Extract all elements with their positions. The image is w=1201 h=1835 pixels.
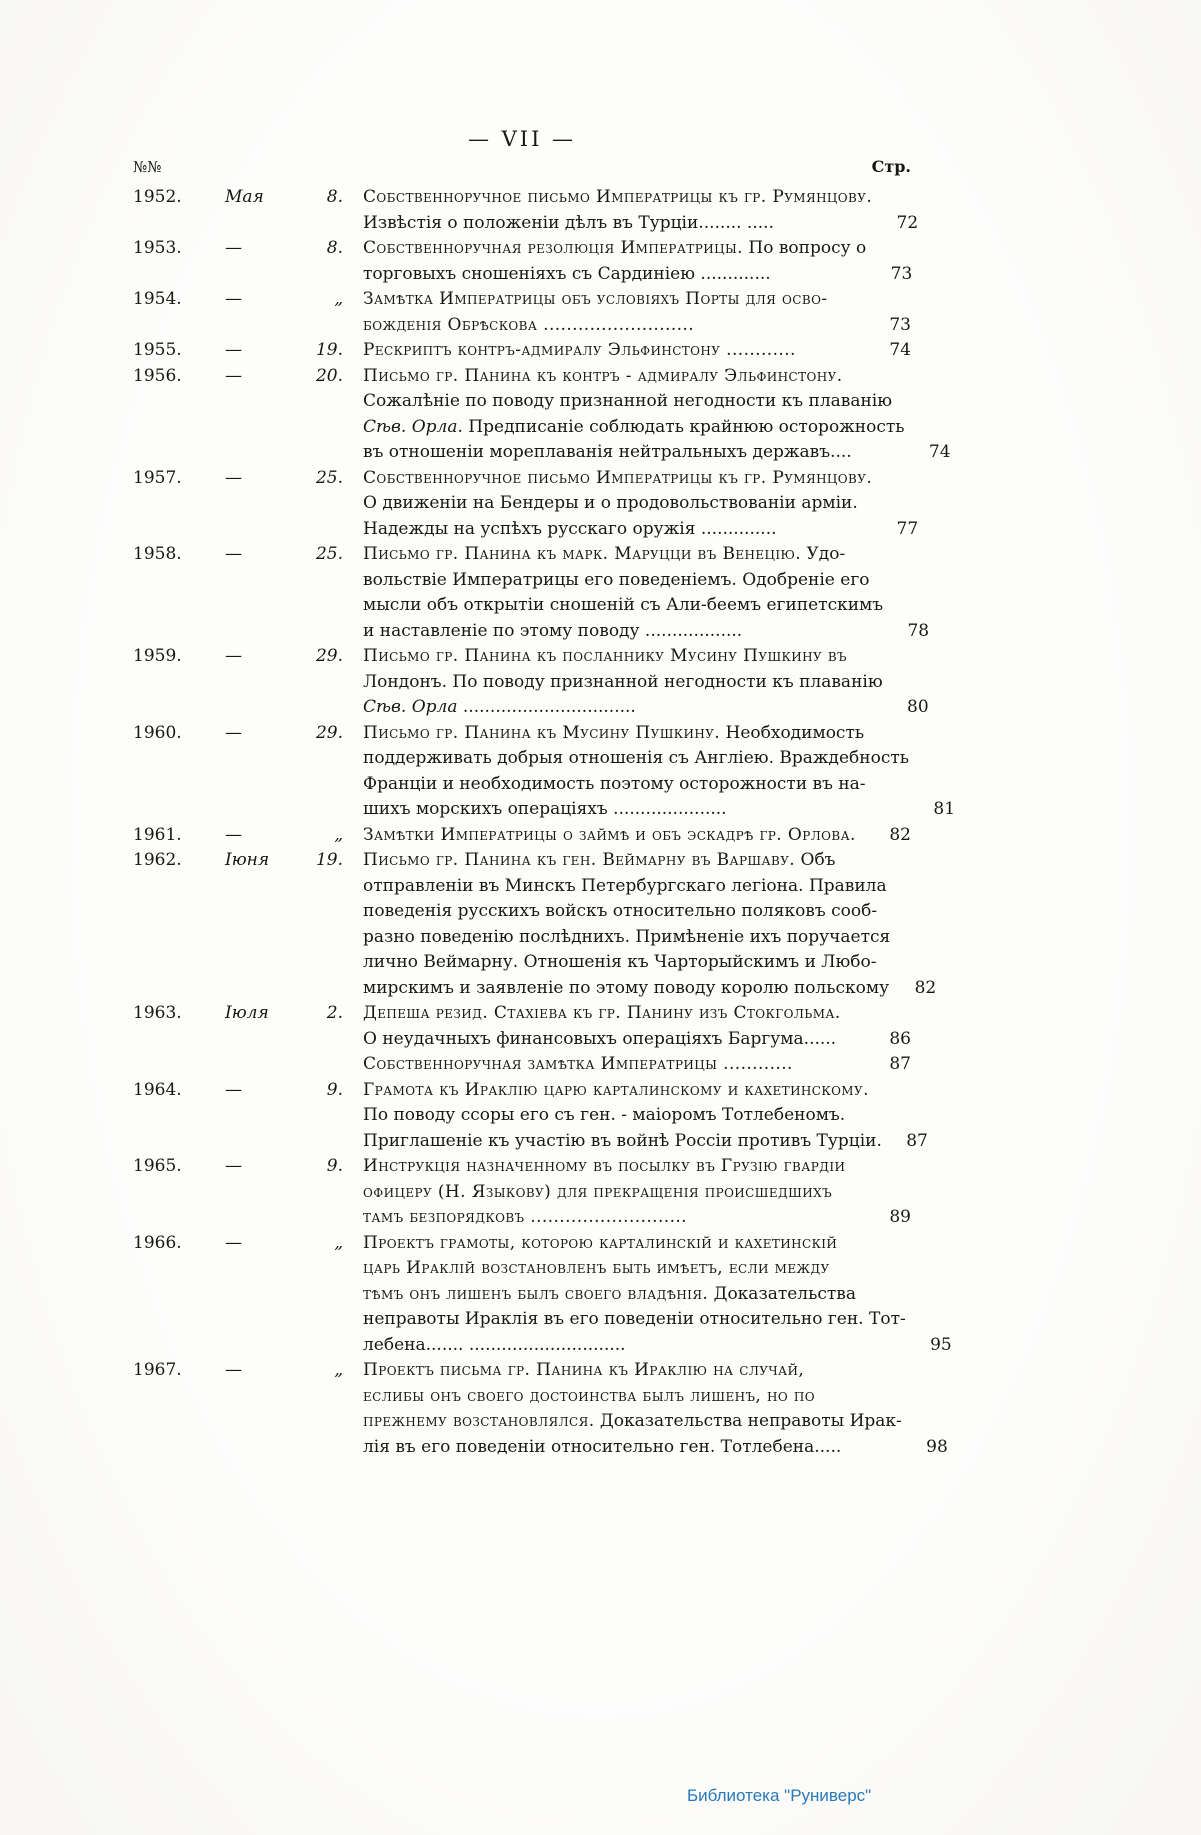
entry-line-text — [363, 466, 872, 492]
entry-line-text — [363, 542, 883, 568]
text-segment: неправоты Ираклія въ его поведеніи относительно ген. Тот- — [363, 1309, 906, 1329]
entry-number: 1963. — [133, 1003, 182, 1023]
entry-day: „ — [334, 1360, 343, 1380]
text-segment: въ отношеніи мореплаванія нейтральныхъ державъ.... — [363, 442, 852, 462]
entry-page-number: 82 — [914, 977, 937, 998]
entry-month: — — [225, 544, 242, 564]
entry-page-number — [883, 593, 929, 619]
entry-line — [363, 466, 918, 492]
text-segment: мысли объ открытіи сношеній съ Али-беемъ египетскимъ — [363, 595, 884, 615]
entry-day: 29. — [315, 722, 343, 743]
entry-line-text — [363, 1358, 902, 1384]
text-segment: Извѣстія о положеніи дѣлъ въ Турціи........ ..... — [363, 212, 774, 233]
entry-page-number — [902, 1409, 948, 1435]
text-segment: царь Ираклій возстановленъ быть имѣетъ, если между — [363, 1258, 830, 1278]
entry-page-number: 74 — [889, 340, 911, 360]
text-segment: Замѣтка Императрицы объ условіяхъ Порты для осво- — [363, 289, 828, 309]
entry-line-text — [363, 236, 866, 262]
entry-text — [363, 823, 911, 849]
text-segment: Приглашеніе къ участію въ войнѣ Россіи противъ Турціи. — [363, 1130, 882, 1151]
text-segment: О неудачныхъ финансовыхъ операціяхъ Баргума...... — [363, 1028, 837, 1049]
text-segment: Сожалѣніе по поводу признанной негодности къ плаванію — [363, 391, 893, 411]
entry-line-text — [363, 389, 905, 415]
entry-line — [363, 644, 929, 670]
entry-line-text — [363, 338, 865, 364]
entry-line — [363, 313, 911, 339]
toc-entry — [133, 1231, 952, 1359]
entry-page-number — [890, 874, 936, 900]
entry-line — [363, 746, 955, 772]
entry-line — [363, 542, 929, 568]
entry-page-number — [902, 1384, 948, 1410]
entry-page-number — [883, 670, 929, 696]
entry-line — [363, 211, 918, 237]
toc-entry — [133, 338, 911, 364]
entry-line-text — [363, 1027, 865, 1053]
text-segment: Депеша резид. Стахіева къ гр. Панину изъ Стокгольма. — [363, 1003, 841, 1023]
entry-line — [363, 772, 955, 798]
entry-line-text — [363, 1256, 906, 1282]
entry-text — [363, 1001, 911, 1078]
text-segment: Предписаніе соблюдать крайнюю осторожность — [462, 416, 905, 437]
entry-text — [363, 644, 929, 721]
entry-line — [363, 415, 951, 441]
entry-line-text — [363, 1205, 865, 1231]
entry-line-text — [363, 823, 865, 849]
entry-text — [363, 1358, 948, 1460]
text-segment: тѣмъ онъ лишенъ былъ своего владѣнія. — [363, 1283, 709, 1304]
text-segment: Письмо гр. Панина къ марк. Маруцци въ Венецію. — [363, 544, 802, 564]
entry-page-number — [890, 848, 936, 874]
entry-page-number — [905, 415, 951, 441]
entry-page-number — [882, 1078, 928, 1104]
text-segment: и наставленіе по этому поводу .................. — [363, 620, 743, 641]
entry-line-text — [363, 925, 890, 951]
entry-line — [363, 185, 918, 211]
entry-line — [363, 1103, 928, 1129]
entry-line-text — [363, 976, 890, 1002]
entry-text — [363, 287, 911, 338]
entry-line — [363, 491, 918, 517]
text-segment: мирскимъ и заявленіе по этому поводу королю польскому — [363, 977, 890, 998]
text-segment: божденія Обрѣскова .......................... — [363, 314, 695, 335]
entry-page-number — [865, 1001, 911, 1027]
toc-entry — [133, 236, 911, 287]
toc-entry — [133, 1154, 911, 1231]
entry-line — [363, 1129, 928, 1155]
entry-day: 9. — [326, 1079, 343, 1100]
entry-number: 1954. — [133, 289, 182, 309]
entry-page-number — [909, 746, 955, 772]
entry-page-number: 87 — [889, 1054, 911, 1074]
entry-month: — — [225, 1156, 242, 1176]
entry-page-number: 80 — [907, 697, 929, 717]
text-segment: Собственноручная замѣтка Императрицы ............ — [363, 1054, 793, 1074]
entry-line — [363, 823, 911, 849]
entry-line — [363, 593, 929, 619]
toc-entry — [133, 364, 951, 466]
entry-month: Мая — [225, 187, 264, 207]
entry-day: 2. — [326, 1003, 343, 1023]
text-segment: Надежды на успѣхъ русскаго оружія .............. — [363, 518, 777, 539]
entry-text — [363, 338, 911, 364]
entry-line-text — [363, 1001, 865, 1027]
entry-line — [363, 1027, 911, 1053]
text-segment: По поводу ссоры его съ ген. - маіоромъ Тотлебеномъ. — [363, 1105, 846, 1125]
entry-month: — — [225, 824, 242, 845]
text-segment: Письмо гр. Панина къ Мусину Пушкину. — [363, 722, 721, 743]
entry-page-number: 73 — [890, 263, 913, 284]
entry-page-number — [882, 1103, 928, 1129]
text-segment: Инструкція назначенному въ посылку въ Грузію гвардіи — [363, 1156, 846, 1176]
toc-entry — [133, 1001, 911, 1078]
entry-day: 9. — [326, 1156, 343, 1176]
entry-line-text — [363, 797, 909, 823]
entry-line — [363, 236, 912, 262]
entry-text — [363, 1231, 952, 1359]
entry-day: 19. — [315, 340, 343, 360]
entry-day: 25. — [315, 544, 343, 564]
table-of-contents — [133, 126, 956, 1460]
text-segment: Необходимость — [720, 722, 865, 743]
entry-page-number — [865, 1154, 911, 1180]
entry-line — [363, 950, 936, 976]
text-segment: ................................ — [457, 697, 636, 717]
entry-line-text — [363, 440, 905, 466]
entry-text — [363, 236, 912, 287]
entry-page-number: 78 — [907, 620, 930, 641]
text-segment: отправленіи въ Минскъ Петербургскаго легіона. Правила — [363, 875, 887, 896]
text-segment: Проектъ письма гр. Панина къ Ираклію на случай, — [363, 1360, 805, 1380]
entry-number: 1961. — [133, 824, 182, 845]
entry-line-text — [363, 262, 866, 288]
text-segment: Собственноручное письмо Императрицы къ гр. Румянцову. — [363, 467, 873, 488]
entry-number: 1964. — [133, 1079, 182, 1100]
entry-line — [363, 1307, 952, 1333]
entry-line — [363, 1078, 928, 1104]
entry-day: 19. — [315, 850, 343, 870]
entry-number: 1952. — [133, 187, 182, 207]
entry-line — [363, 1205, 911, 1231]
entry-page-number — [906, 1282, 952, 1308]
entry-line — [363, 925, 936, 951]
text-segment: Объ — [795, 850, 836, 870]
entry-line-text — [363, 721, 909, 747]
toc-entry — [133, 823, 911, 849]
entry-text — [363, 848, 936, 1001]
entry-month: — — [225, 467, 242, 488]
entry-line-text — [363, 1154, 865, 1180]
entry-line-text — [363, 593, 883, 619]
entry-line-text — [363, 670, 883, 696]
entry-line-text — [363, 185, 872, 211]
entry-text — [363, 1154, 911, 1231]
entry-line-text — [363, 1307, 906, 1333]
text-segment: Грамота къ Ираклію царю карталинскому и кахетинскому. — [363, 1079, 869, 1100]
entry-line — [363, 1384, 948, 1410]
text-segment: разно поведенію послѣднихъ. Примѣненіе ихъ поручается — [363, 926, 891, 947]
toc-entry — [133, 721, 956, 823]
entry-day: „ — [334, 824, 343, 845]
text-segment: лія въ его поведеніи относительно ген. Тотлебена..... — [363, 1436, 842, 1457]
entry-line — [363, 976, 936, 1002]
entry-day: 8. — [326, 187, 343, 207]
entry-page-number — [909, 772, 955, 798]
entry-line — [363, 1435, 948, 1461]
entry-month: — — [225, 340, 242, 360]
entry-line-text — [363, 848, 890, 874]
text-segment: Замѣтки Императрицы о займѣ и объ эскадрѣ гр. Орлова. — [363, 824, 856, 845]
entry-line-text — [363, 746, 909, 772]
entry-page-number — [905, 389, 951, 415]
entry-line — [363, 1154, 911, 1180]
entry-line-text — [363, 695, 883, 721]
text-segment: Доказательства — [708, 1283, 856, 1304]
entry-line — [363, 1052, 911, 1078]
entry-month: — — [225, 1079, 242, 1100]
entry-line-text — [363, 568, 883, 594]
text-segment: еслибы онъ своего достоинства былъ лишенъ, но по — [363, 1385, 816, 1406]
entry-line — [363, 440, 951, 466]
entry-page-number — [890, 925, 936, 951]
text-segment: Сѣв. Орла. — [363, 416, 463, 437]
text-segment: шихъ морскихъ операціяхъ ..................... — [363, 799, 727, 819]
entry-line-text — [363, 1078, 882, 1104]
entry-page-number — [905, 364, 951, 390]
entry-line-text — [363, 1409, 902, 1435]
entry-line-text — [363, 874, 890, 900]
entry-number: 1955. — [133, 340, 182, 360]
entry-text — [363, 542, 929, 644]
entry-line-text — [363, 1333, 906, 1359]
entry-line-text — [363, 1103, 882, 1129]
toc-entry — [133, 185, 919, 236]
entry-month: — — [225, 238, 242, 258]
page-column-label: Стр. — [871, 157, 911, 176]
entry-line-text — [363, 287, 865, 313]
entry-line-text — [363, 772, 909, 798]
entry-page-number: 81 — [933, 799, 956, 819]
entry-page-number: 73 — [889, 314, 911, 335]
entry-page-number: 72 — [896, 212, 919, 233]
entry-number: 1953. — [133, 238, 182, 258]
text-segment: По вопросу о — [742, 238, 867, 258]
entry-line — [363, 1231, 952, 1257]
text-segment: торговыхъ сношеніяхъ съ Сардиніею ............. — [363, 263, 771, 284]
entry-line-text — [363, 313, 865, 339]
entry-month: Іюля — [225, 1003, 269, 1023]
entry-page-number — [890, 950, 936, 976]
text-segment: Сѣв. Орла — [363, 697, 458, 717]
entry-line-text — [363, 1231, 906, 1257]
text-segment: Собственноручное письмо Императрицы къ гр. Румянцову. — [363, 187, 873, 207]
entry-number: 1960. — [133, 722, 182, 743]
text-segment: Доказательства неправоты Ирак- — [594, 1411, 902, 1431]
entry-line-text — [363, 517, 872, 543]
entry-month: — — [225, 365, 242, 386]
toc-entry — [133, 848, 937, 1001]
entry-line — [363, 1333, 952, 1359]
text-segment: Лондонъ. По поводу признанной негодности къ плаванію — [363, 671, 883, 692]
entry-line — [363, 899, 936, 925]
entry-text — [363, 1078, 928, 1155]
entry-page-number — [872, 466, 918, 492]
entry-line — [363, 670, 929, 696]
entry-page-number: 74 — [928, 442, 951, 462]
entry-page-number: 98 — [926, 1436, 948, 1457]
entry-line-text — [363, 1129, 882, 1155]
entry-page-number — [890, 899, 936, 925]
entry-line — [363, 517, 918, 543]
entry-page-number — [906, 1231, 952, 1257]
entry-line — [363, 695, 929, 721]
entry-line — [363, 797, 955, 823]
entry-line — [363, 1001, 911, 1027]
entry-text — [363, 721, 955, 823]
numbers-column-label: №№ — [133, 158, 162, 176]
entry-day: 20. — [315, 365, 343, 386]
entry-line — [363, 1282, 952, 1308]
entry-page-number — [883, 568, 929, 594]
entry-line — [363, 389, 951, 415]
entry-line — [363, 1256, 952, 1282]
entry-line — [363, 874, 936, 900]
entry-line — [363, 721, 955, 747]
entry-number: 1967. — [133, 1360, 182, 1380]
entry-line-text — [363, 644, 883, 670]
entry-number: 1957. — [133, 467, 182, 488]
entry-month: — — [225, 722, 242, 743]
text-segment: поведенія русскихъ войскъ относительно поляковъ сооб- — [363, 901, 878, 921]
text-segment: Франціи и необходимость поэтому осторожности въ на- — [363, 773, 866, 794]
page-number-header: — VII — — [467, 127, 577, 151]
toc-entry — [133, 466, 919, 543]
entry-line-text — [363, 1052, 865, 1078]
entry-page-number — [902, 1358, 948, 1384]
entry-page-number — [883, 542, 929, 568]
entry-line-text — [363, 1435, 902, 1461]
entry-month: — — [225, 1360, 242, 1380]
toc-entry — [133, 287, 911, 338]
entry-line — [363, 262, 912, 288]
toc-entry — [133, 1358, 948, 1460]
entry-day: 29. — [315, 646, 343, 666]
entry-day: „ — [334, 289, 343, 309]
text-segment: О движеніи на Бендеры и о продовольствованіи арміи. — [363, 493, 858, 513]
entry-line — [363, 568, 929, 594]
text-segment: Собственноручная резолюція Императрицы. — [363, 238, 743, 258]
entry-text — [363, 466, 918, 543]
text-segment: Рескриптъ контръ-адмиралу Эльфинстону ............ — [363, 340, 796, 360]
entries-list — [133, 185, 956, 1460]
entry-line-text — [363, 1180, 865, 1206]
entry-page-number — [906, 1307, 952, 1333]
entry-line — [363, 1180, 911, 1206]
entry-line — [363, 338, 911, 364]
text-segment: Письмо гр. Панина къ ген. Веймарну въ Варшаву. — [363, 850, 796, 870]
entry-page-number: 95 — [930, 1334, 952, 1355]
entry-page-number — [865, 1180, 911, 1206]
entry-number: 1966. — [133, 1232, 182, 1253]
entry-page-number — [872, 491, 918, 517]
toc-entry — [133, 1078, 928, 1155]
entry-month: — — [225, 1232, 242, 1253]
entry-page-number — [909, 721, 955, 747]
entry-page-number — [883, 644, 929, 670]
entry-line — [363, 619, 929, 645]
entry-page-number: 86 — [889, 1028, 911, 1049]
text-segment: лично Веймарну. Отношенія къ Чарторыйскимъ и Любо- — [363, 952, 877, 972]
entry-line-text — [363, 619, 883, 645]
entry-line — [363, 364, 951, 390]
entry-month: — — [225, 646, 242, 666]
entry-line-text — [363, 415, 905, 441]
entry-text — [363, 364, 951, 466]
library-watermark: Библиотека "Руниверс" — [687, 1786, 872, 1805]
entry-line-text — [363, 1384, 902, 1410]
entry-line — [363, 1409, 948, 1435]
entry-line-text — [363, 899, 890, 925]
text-segment: Удо- — [801, 544, 846, 564]
entry-line-text — [363, 1282, 906, 1308]
entry-line-text — [363, 364, 905, 390]
entry-number: 1958. — [133, 544, 182, 564]
entry-line-text — [363, 491, 872, 517]
column-labels-row — [133, 157, 911, 176]
entry-number: 1965. — [133, 1156, 182, 1176]
entry-number: 1962. — [133, 850, 182, 870]
entry-line — [363, 848, 936, 874]
text-segment: лебена....... ............................. — [363, 1334, 626, 1355]
text-segment: Письмо гр. Панина къ посланнику Мусину Пушкину въ — [363, 646, 847, 666]
entry-line-text — [363, 950, 890, 976]
entry-page-number: 77 — [896, 518, 919, 539]
entry-page-number: 89 — [889, 1207, 911, 1227]
text-segment: Письмо гр. Панина къ контръ - адмиралу Эльфинстону. — [363, 365, 843, 386]
toc-entry — [133, 644, 929, 721]
entry-number: 1956. — [133, 365, 182, 386]
entry-line-text — [363, 211, 872, 237]
entry-page-number: 87 — [906, 1130, 928, 1151]
toc-entry — [133, 542, 930, 644]
entry-line — [363, 1358, 948, 1384]
entry-page-number: 82 — [889, 824, 911, 845]
entry-line — [363, 287, 911, 313]
text-segment: вольствіе Императрицы его поведеніемъ. Одобреніе его — [363, 569, 870, 590]
text-segment: тамъ безпорядковъ ........................... — [363, 1207, 687, 1227]
entry-month: — — [225, 289, 242, 309]
entry-text — [363, 185, 918, 236]
entry-page-number — [866, 236, 912, 262]
entry-page-number — [872, 185, 918, 211]
entry-number: 1959. — [133, 646, 182, 666]
entry-day: „ — [334, 1232, 343, 1253]
text-segment: офицеру (Н. Языкову) для прекращенія происшедшихъ — [363, 1181, 833, 1202]
entry-page-number — [865, 287, 911, 313]
text-segment: прежнему возстановлялся. — [363, 1411, 595, 1431]
text-segment: Проектъ грамоты, которою карталинскій и кахетинскій — [363, 1232, 838, 1253]
entry-month: Іюня — [225, 850, 270, 870]
entry-day: 25. — [315, 467, 343, 488]
entry-day: 8. — [326, 238, 343, 258]
entry-page-number — [906, 1256, 952, 1282]
text-segment: поддерживать добрыя отношенія съ Англіею. Враждебность — [363, 748, 910, 768]
